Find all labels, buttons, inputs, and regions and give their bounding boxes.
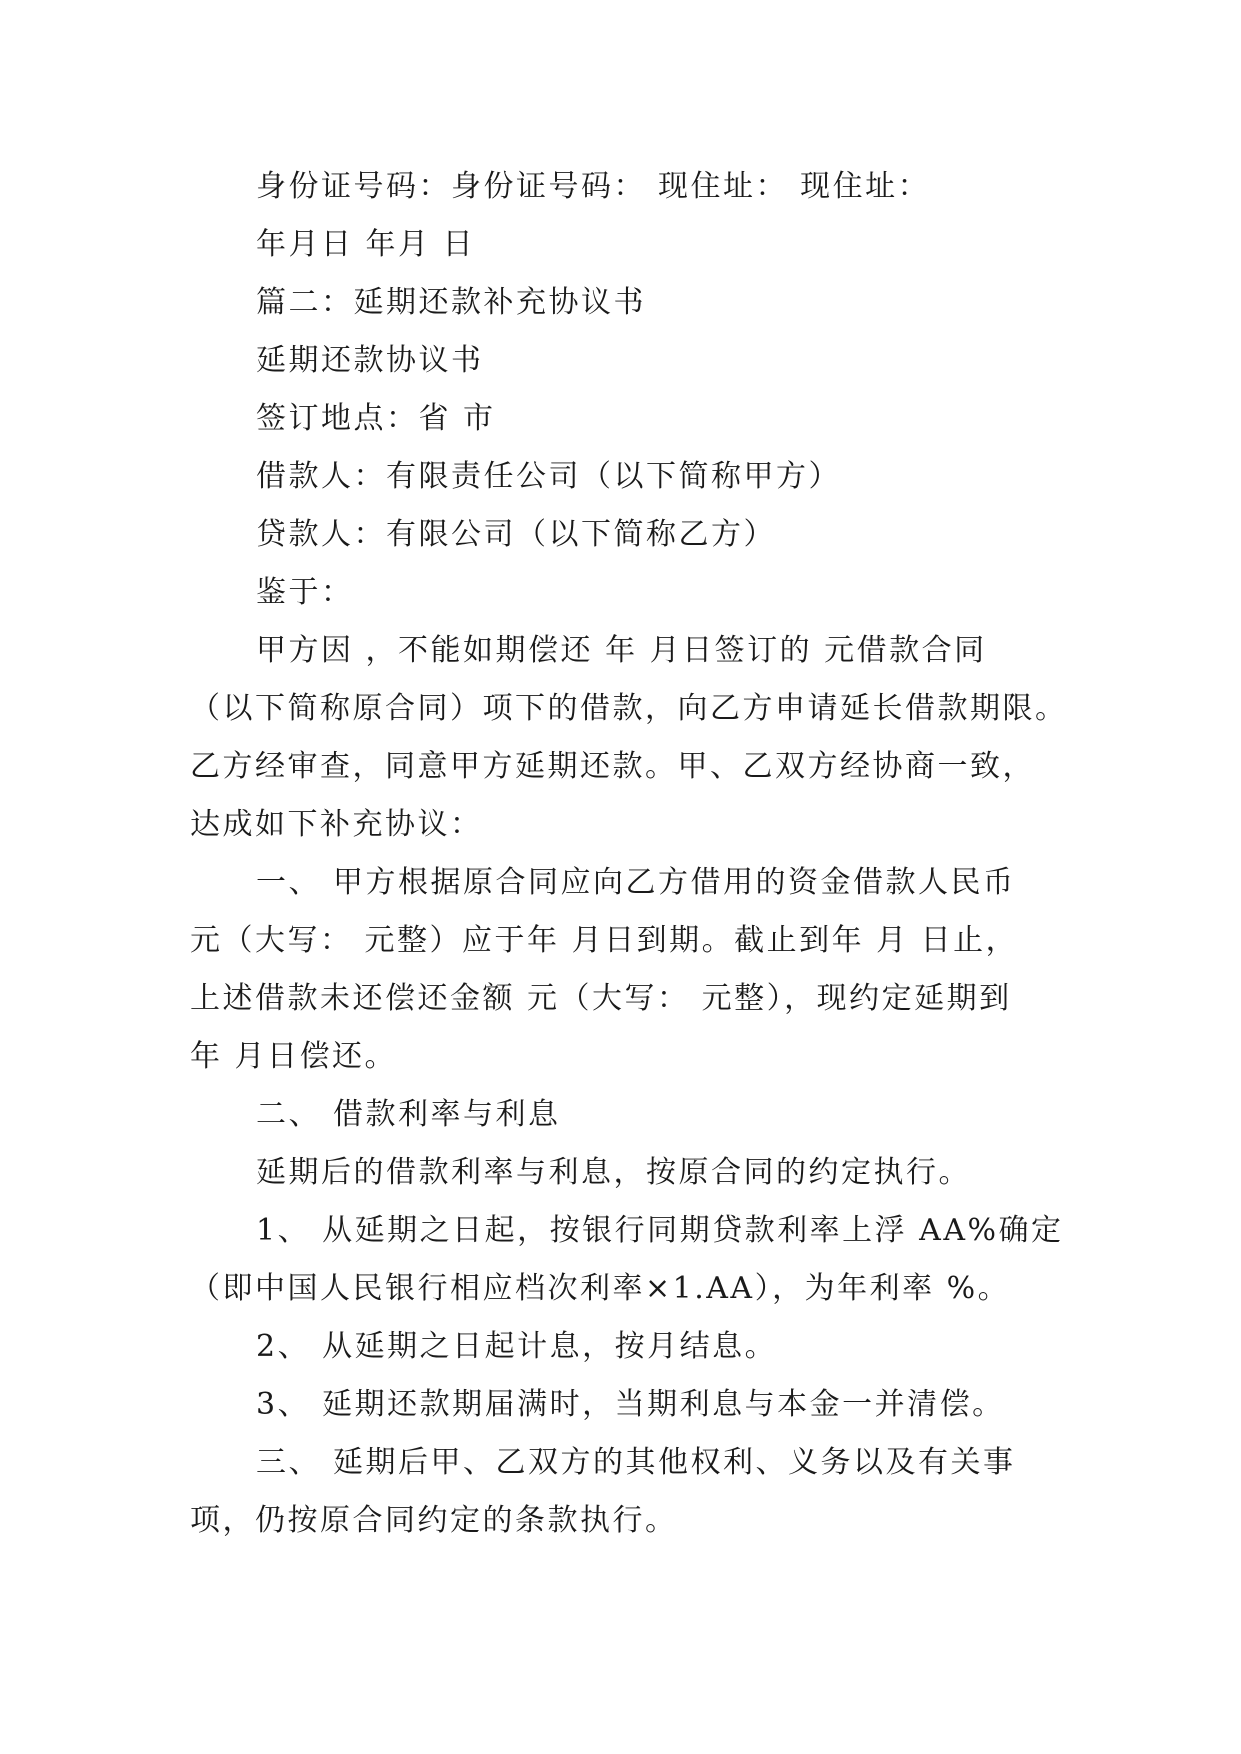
list-item: 2、 从延期之日起计息，按月结息。 — [256, 1329, 778, 1364]
text-line: 签订地点：省 市 — [256, 401, 496, 436]
text-line: 身份证号码：身份证号码： 现住址： 现住址： — [256, 169, 931, 204]
text-line: 年月日 年月 日 — [256, 227, 476, 262]
text-line: 年 月日偿还。 — [190, 1039, 398, 1074]
text-line: 达成如下补充协议： — [190, 807, 483, 842]
text-line: 贷款人：有限公司（以下简称乙方） — [256, 517, 776, 552]
text-line: （以下简称原合同）项下的借款，向乙方申请延长借款期限。 — [190, 691, 1068, 726]
clause-heading: 二、 借款利率与利息 — [256, 1097, 561, 1132]
text-line: 借款人：有限责任公司（以下简称甲方） — [256, 459, 841, 494]
text-line: 项，仍按原合同约定的条款执行。 — [190, 1503, 678, 1538]
section-heading: 篇二：延期还款补充协议书 — [256, 285, 646, 320]
list-item: 1、 从延期之日起，按银行同期贷款利率上浮 AA%确定 — [256, 1213, 1064, 1248]
text-line: 延期后的借款利率与利息，按原合同的约定执行。 — [256, 1155, 971, 1190]
text-line: 鉴于： — [256, 575, 354, 610]
document-title: 延期还款协议书 — [256, 343, 484, 378]
list-item: 3、 延期还款期届满时，当期利息与本金一并清偿。 — [256, 1387, 1005, 1422]
document-body — [190, 158, 1068, 1550]
text-line: 甲方因 ，不能如期偿还 年 月日签订的 元借款合同 — [256, 633, 987, 668]
text-line: 元（大写： 元整）应于年 月日到期。截止到年 月 日止， — [190, 923, 1019, 958]
text-line: 上述借款未还偿还金额 元（大写： 元整），现约定延期到 — [190, 981, 1012, 1016]
clause-heading: 三、 延期后甲、乙双方的其他权利、义务以及有关事 — [256, 1445, 1016, 1480]
text-line: （即中国人民银行相应档次利率×1.AA），为年利率 %。 — [190, 1271, 1011, 1306]
text-line: 乙方经审查，同意甲方延期还款。甲、乙双方经协商一致， — [190, 749, 1035, 784]
clause-heading: 一、 甲方根据原合同应向乙方借用的资金借款人民币 — [256, 865, 1016, 900]
